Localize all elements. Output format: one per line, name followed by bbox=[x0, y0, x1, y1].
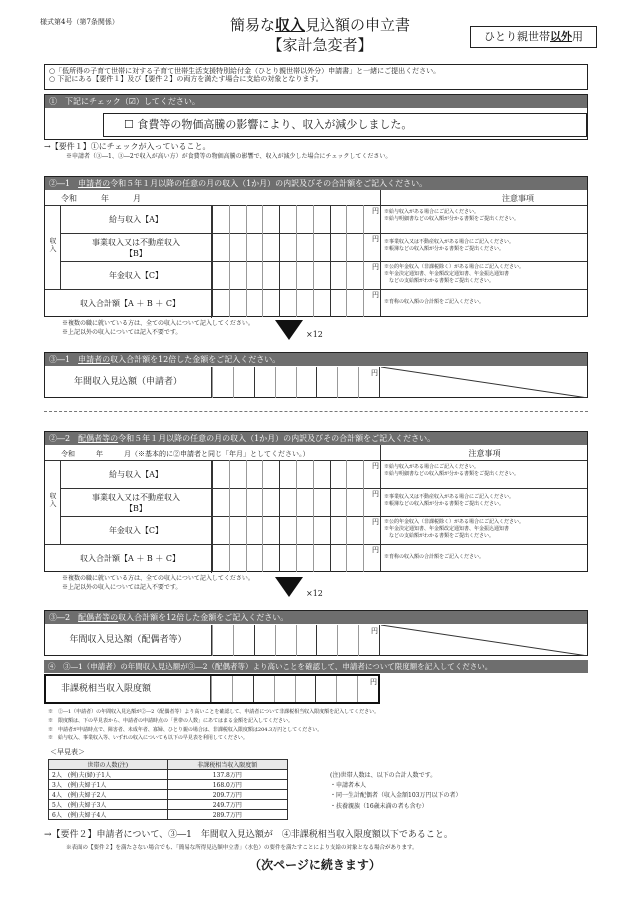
section-3-1 bbox=[44, 352, 588, 398]
pension-label: 年金収入【C】 bbox=[108, 271, 164, 280]
hayami-title: ＜早見表＞ bbox=[50, 748, 85, 756]
note-other-income: ※上記以外の収入については記入不要です。 bbox=[62, 329, 182, 336]
badge-hitorioya: ひとり親世帯以外用 bbox=[470, 26, 597, 48]
intro-line-2: ○ 下記にある【要件１】及び【要件２】の両方を満たす場合に支給の対象となります。 bbox=[49, 75, 323, 84]
business-label-b: 【B】 bbox=[125, 249, 147, 258]
total-label: 収入合計額【A ＋ B ＋ C】 bbox=[80, 299, 180, 308]
table-row: 5人 (例)夫婦子3人 249.7万円 bbox=[49, 800, 288, 810]
annual-spouse-label: 年間収入見込額（配偶者等） bbox=[69, 635, 187, 645]
pension-input[interactable]: 円 bbox=[212, 261, 380, 289]
pension-input-2[interactable]: 円 bbox=[212, 516, 380, 544]
arrow-down-icon-2 bbox=[275, 577, 303, 597]
intro-box bbox=[44, 64, 588, 90]
section-3-2 bbox=[44, 610, 588, 656]
requirement-2: →【要件２】申請者について、③―1 年間収入見込額が ④非課税相当収入限度額以下であること。 bbox=[44, 830, 453, 840]
salary-label-2: 給与収入【A】 bbox=[109, 470, 163, 479]
business-label: 事業収入又は不動産収入 bbox=[92, 238, 180, 247]
total-label-2: 収入合計額【A ＋ B ＋ C】 bbox=[80, 554, 180, 563]
times-12-label: ×12 bbox=[306, 330, 323, 339]
requirement-1: →【要件１】①にチェックが入っていること。 bbox=[44, 142, 211, 151]
continued-next-page: （次ページに続きます） bbox=[249, 858, 381, 872]
form-number: 様式第4号（第7条関係） bbox=[40, 18, 119, 26]
total-input-2[interactable]: 円 bbox=[212, 544, 380, 572]
reiwa-month-field-2[interactable]: 令和 年 月（※基本的に②申請者と同じ「年月」としてください。） bbox=[61, 450, 310, 458]
total-input[interactable]: 円 bbox=[212, 289, 380, 317]
reiwa-month-field[interactable]: 令和 年 月 bbox=[61, 194, 141, 203]
limit-input[interactable]: 円 bbox=[210, 676, 378, 702]
table-row: 3人 (例)夫婦子1人 168.0万円 bbox=[49, 780, 288, 790]
section-1-header: ① 下記にチェック（☑）してください。 bbox=[45, 95, 587, 108]
times-12-label-2: ×12 bbox=[306, 589, 323, 598]
section-3-1-header: ③―1 申請者の収入合計額を12倍した金額をご記入ください。 bbox=[45, 353, 587, 366]
salary-input[interactable]: 円 bbox=[212, 205, 380, 233]
diagonal-slash bbox=[381, 367, 588, 398]
income-side-label-2: 収入 bbox=[49, 492, 57, 509]
section-2-1 bbox=[44, 176, 588, 317]
notes-header-2: 注意事項 bbox=[468, 449, 501, 458]
business-input-2[interactable]: 円 bbox=[212, 488, 380, 516]
household-note: (注)世帯人数は、以下の合計人数です。 ・申請者本人 ・同一生計配偶者（収入金額103万円以下の者） ・扶養親族（16歳未満の者も含む） bbox=[330, 772, 462, 810]
section-1 bbox=[44, 94, 588, 140]
digit-cells-2-1 bbox=[211, 205, 380, 318]
intro-line-1: ○「低所得の子育て世帯に対する子育て世帯生活支援特別給付金（ひとり親世帯以外分）申請書」と一緒にご提出ください。 bbox=[49, 67, 441, 75]
diagonal-slash-2 bbox=[381, 625, 588, 656]
business-label-2b: 【B】 bbox=[125, 504, 147, 513]
business-input[interactable]: 円 bbox=[212, 233, 380, 261]
note-multiple-jobs: ※複数の職に就いている方は、全ての収入について記入してください。 bbox=[62, 320, 254, 327]
arrow-down-icon bbox=[275, 320, 303, 340]
digit-cells-2-2 bbox=[211, 460, 380, 573]
page-title: 簡易な収入見込額の申立書 bbox=[229, 16, 411, 34]
requirement-2-note: ※表面の【要件２】を満たさない場合でも、「簡易な所得見込額申立書」（水色）の要件を満たすことにより支給の対象となる場合があります。 bbox=[66, 845, 418, 851]
pension-label-2: 年金収入【C】 bbox=[108, 526, 164, 535]
section-4 bbox=[44, 660, 588, 673]
section-2-2 bbox=[44, 431, 588, 572]
section-4-header: ④ ③―1（申請者）の年間収入見込額が③―2（配偶者等）より高いことを確認して、申請者について限度額を記入してください。 bbox=[44, 660, 588, 673]
section-3-2-header: ③―2 配偶者等の収入合計額を12倍した金額をご記入ください。 bbox=[45, 611, 587, 624]
annual-applicant-label: 年間収入見込額（申請者） bbox=[73, 377, 182, 387]
notes-column: ※給与収入がある場合にご記入ください。 ※給与明細書などの収入額が分かる書類をご提出ください。 ※事業収入又は不動産収入がある場合にご記入ください。 ※帳簿などの収入額が分かる書類をご提出ください。 ※公的年金収入（非課税除く）がある場合にご記入ください。 ※年金決定通知書、年金額改定通知書、年金振込通知書 などの支給額がわかる書類をご提出ください。 ※育称の収入額の合計額をご記入ください。 bbox=[384, 209, 525, 305]
income-side-label: 収入 bbox=[49, 237, 57, 254]
section-2-1-header: ②―1 申請者の令和５年１月以降の任意の月の収入（1か月）の内訳及びその合計額をご記入ください。 bbox=[45, 177, 587, 190]
business-label-2: 事業収入又は不動産収入 bbox=[92, 493, 180, 502]
notes-header: 注意事項 bbox=[502, 194, 534, 203]
check-price-rise[interactable]: ☐ 食費等の物価高騰の影響により、収入が減少しました。 bbox=[103, 113, 587, 137]
annual-spouse-input[interactable]: 円 bbox=[211, 625, 380, 656]
salary-input-2[interactable]: 円 bbox=[212, 460, 380, 488]
annual-applicant-input[interactable]: 円 bbox=[211, 367, 380, 398]
hayami-table: 世帯の人数(注) 非課税相当収入限度額 2人 (例)夫(婦)子1人 137.8万円 3人 (例)夫婦子1人 168.0万円 4人 (例)夫婦子2人 209.7万円 5人 (例)夫婦子3人 249.7万円 6人 (例)夫婦子4人 289.7万円 bbox=[48, 759, 288, 820]
table-row: 2人 (例)夫(婦)子1人 137.8万円 bbox=[49, 770, 288, 780]
note-other-income-2: ※上記以外の収入については記入不要です。 bbox=[62, 584, 182, 591]
note-multiple-jobs-2: ※複数の職に就いている方は、全ての収入について記入してください。 bbox=[62, 575, 254, 582]
salary-label: 給与収入【A】 bbox=[109, 215, 163, 224]
table-row: 4人 (例)夫婦子2人 209.7万円 bbox=[49, 790, 288, 800]
requirement-1-note: ※申請者（③―1、③―2で収入が高い方）が食費等の物価高騰の影響で、収入が減少した場合にチェックしてください。 bbox=[66, 153, 392, 160]
notes-list: ※ ②―1（申請者）の年間収入見込額が②―2（配偶者等）より高いことを確認して、申請者について非課税相当収入限度額を記入してください。 ※ 限度額は、下の早見表から、申請者の申請時点の「世帯の人数」にあてはまる金額を記入してください。 ※ 申請者が申請時点で、障害者、未成年者、寡婦、ひとり親の場合は、非課税収入限度額は204.3万円としてください。 ※ 給与収入、事業収入等、いずれの収入についても以下の早見表を利用してください。 bbox=[48, 709, 380, 742]
limit-label: 非課税相当収入限度額 bbox=[60, 684, 151, 694]
page-subtitle: 【家計急変者】 bbox=[267, 36, 373, 54]
table-row: 6人 (例)夫婦子4人 289.7万円 bbox=[49, 810, 288, 820]
limit-box bbox=[44, 674, 380, 704]
notes-column-2: ※給与収入がある場合にご記入ください。 ※給与明細書などの収入額が分かる書類をご提出ください。 ※事業収入又は不動産収入がある場合にご記入ください。 ※帳簿などの収入額が分かる書類をご提出ください。 ※公的年金収入（非課税除く）がある場合にご記入ください。 ※年金決定通知書、年金額改定通知書、年金振込通知書 などの支給額がわかる書類をご提出ください。 ※育称の収入額の合計額をご記入ください。 bbox=[384, 464, 525, 560]
dashed-divider bbox=[44, 411, 588, 412]
section-2-2-header: ②―2 配偶者等の令和５年１月以降の任意の月の収入（1か月）の内訳及びその合計額をご記入ください。 bbox=[45, 432, 587, 445]
